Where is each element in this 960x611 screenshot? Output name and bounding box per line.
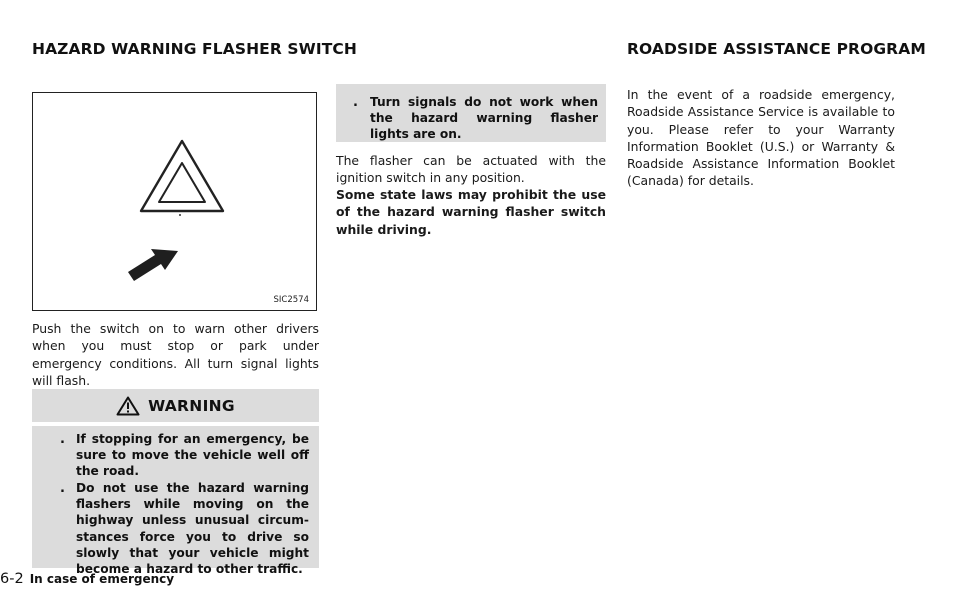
bullet-marker: .: [60, 481, 65, 496]
bullet-marker: .: [353, 95, 358, 110]
section-heading-hazard: HAZARD WARNING FLASHER SWITCH: [32, 40, 357, 58]
warning-icon: [116, 396, 140, 416]
press-arrow-icon: [128, 249, 178, 281]
chapter-title: In case of emergency: [29, 572, 175, 586]
state-law-paragraph: Some state laws may prohibit the use of the hazard warning flasher switch while driving.: [336, 187, 606, 237]
flasher-paragraph: The flasher can be actuated with the ignition switch in any position.: [336, 153, 606, 186]
page-number: 6-2: [0, 571, 24, 587]
section-heading-roadside: ROADSIDE ASSISTANCE PROGRAM: [627, 40, 926, 58]
warning-bullet: If stopping for an emergency, be sure to move the vehicle well off the road.: [76, 432, 309, 479]
intro-paragraph: Push the switch on to warn other drivers when you must stop or park under emergency conditions. All turn signal lights will flash.: [32, 321, 319, 388]
hazard-switch-figure: [32, 92, 317, 311]
hazard-triangle-icon: [141, 141, 223, 211]
warning-bullet: Turn signals do not work when the hazard warning flasher lights are on.: [370, 95, 598, 142]
warning-header: [32, 389, 319, 422]
figure-label: SIC2574: [273, 295, 309, 305]
hazard-switch-illustration: [33, 93, 318, 312]
page-footer: [0, 568, 174, 587]
warning-title: WARNING: [148, 396, 235, 415]
warning-bullet: Do not use the hazard warning flashers while moving on the highway unless unusual circum-stances force you to drive so slowly that your vehicle might become a hazard to other traffic.: [76, 481, 309, 577]
roadside-paragraph: In the event of a roadside emergency, Roadside Assistance Service is available to you. Please refer to your Warranty Information Booklet (U.S.) or Warranty & Roadside Assistance Information Booklet (Canada) for details.: [627, 87, 895, 189]
bullet-marker: .: [60, 432, 65, 447]
